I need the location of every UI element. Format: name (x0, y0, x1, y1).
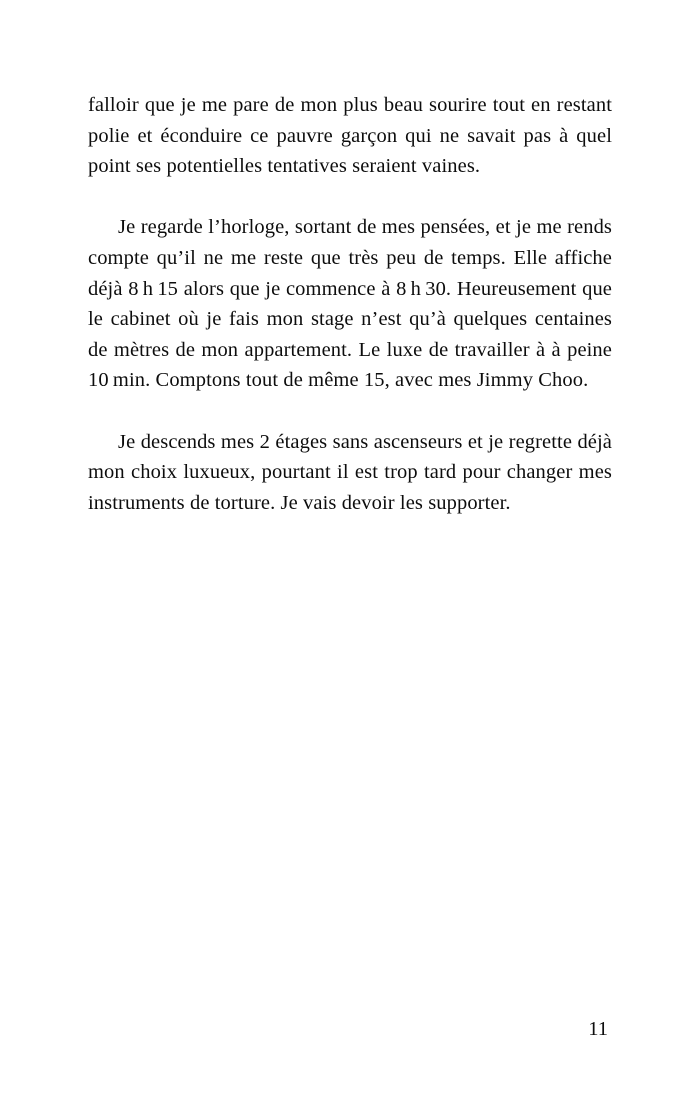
page-number: 11 (588, 1018, 608, 1040)
paragraph: Je descends mes 2 étages sans ascenseurs et je regrette déjà mon choix luxueux, pourtant il est trop tard pour changer mes instruments de torture. Je vais devoir les supporter. (88, 430, 612, 514)
page-text-block (88, 90, 612, 518)
paragraph-continuation: falloir que je me pare de mon plus beau sourire tout en restant polie et éconduire ce pauvre garçon qui ne savait pas à quel point ses potentielles tentatives seraient vaines. (88, 94, 612, 178)
paragraph: Je regarde l’horloge, sortant de mes pensées, et je me rends compte qu’il ne me reste que très peu de temps. Elle affiche déjà 8 h 15 alors que je commence à 8 h 30. Heureusement que le cabinet où je fais mon stage n’est qu’à quelques centaines de mètres de mon appartement. Le luxe de travailler à à peine 10 min. Comptons tout de même 15, avec mes Jimmy Choo. (88, 216, 612, 392)
